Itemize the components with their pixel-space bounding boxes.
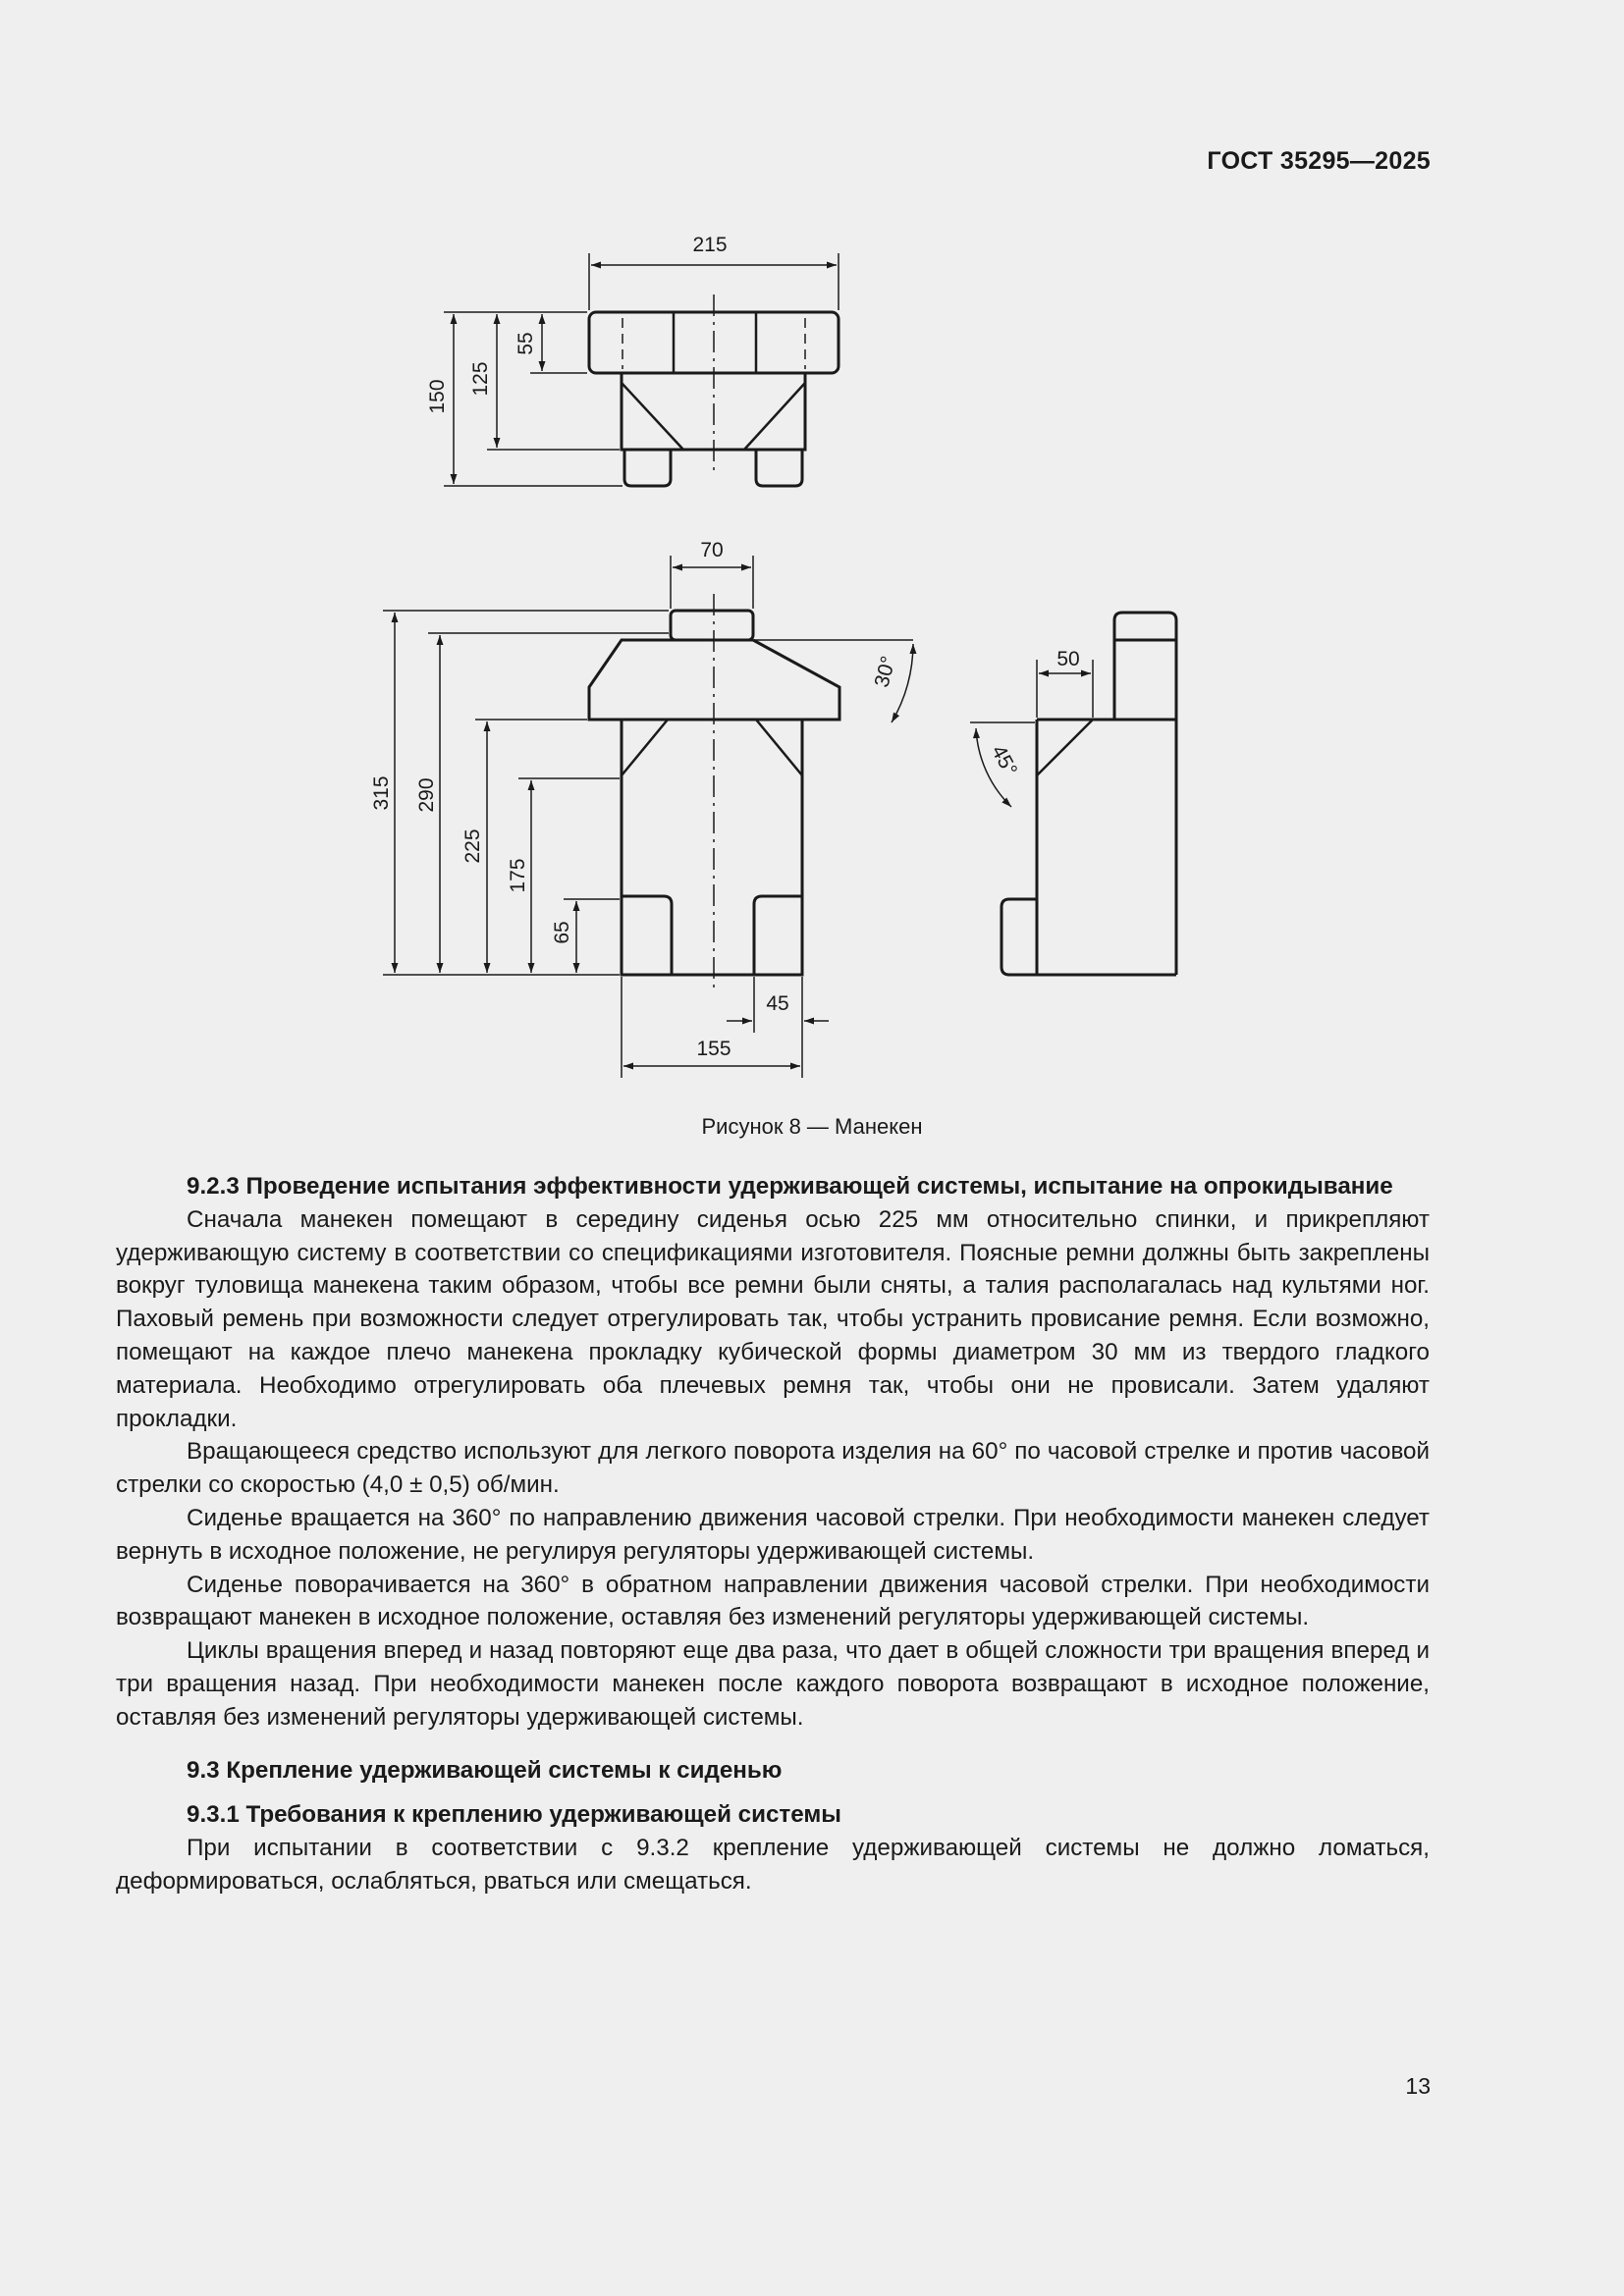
section-9-3-1-paragraph: При испытании в соответствии с 9.3.2 крепление удерживающей системы не должно ломаться, деформироваться, ослабляться, рваться или смещаться. xyxy=(116,1835,1430,1895)
dim-front-45: 45 xyxy=(766,992,789,1015)
angle-30: 30° xyxy=(870,653,900,690)
dim-front-290: 290 xyxy=(415,777,438,813)
dim-front-155: 155 xyxy=(696,1038,731,1060)
figure-caption: Рисунок 8 — Манекен xyxy=(701,1114,923,1139)
section-9-2-3-paragraph: Циклы вращения вперед и назад повторяют еще два раза, что дает в общей сложности три вращения вперед и три вращения назад. При необходимости манекен после каждого поворота возвращают в исходное положение, оставляя без изменений регуляторы удерживающей системы. xyxy=(116,1637,1430,1731)
section-9-2-3-paragraph: Вращающееся средство используют для легкого поворота изделия на 60° по часовой стрелке и против часовой стрелки со скоростью (4,0 ± 0,5) об/мин. xyxy=(116,1438,1430,1499)
page-number: 13 xyxy=(1405,2073,1431,2099)
standard-code: ГОСТ 35295—2025 xyxy=(1207,147,1431,175)
section-9-2-3-paragraph: Сиденье поворачивается на 360° в обратном направлении движения часовой стрелки. При необходимости возвращают манекен в исходное положение, оставляя без изменений регуляторы удерживающей системы. xyxy=(116,1571,1430,1631)
front-view-dimensions xyxy=(383,556,913,1078)
top-view xyxy=(589,294,839,486)
front-view xyxy=(589,594,839,991)
section-9-2-3-paragraph: Сиденье вращается на 360° по направлению движения часовой стрелки. При необходимости манекен следует вернуть в исходное положение, не регулируя регуляторы удерживающей системы. xyxy=(116,1504,1430,1565)
side-view-dimensions xyxy=(970,660,1093,807)
section-9-3-1-title: 9.3.1 Требования к креплению удерживающей системы xyxy=(187,1801,841,1829)
dim-side-50: 50 xyxy=(1056,648,1080,670)
angle-45: 45° xyxy=(987,741,1022,780)
dim-top-width: 215 xyxy=(692,234,728,256)
mannequin-drawing xyxy=(0,0,1624,1109)
dim-top-125: 125 xyxy=(469,361,492,397)
dim-front-70: 70 xyxy=(700,539,724,561)
dim-top-150: 150 xyxy=(426,379,449,414)
dim-front-65: 65 xyxy=(551,921,573,944)
dim-front-225: 225 xyxy=(461,828,484,864)
body-text xyxy=(116,1170,1430,1898)
section-9-2-3-title: 9.2.3 Проведение испытания эффективности удерживающей системы, испытание на опрокидывание xyxy=(187,1173,1393,1200)
dim-front-315: 315 xyxy=(370,775,393,811)
dim-front-175: 175 xyxy=(507,858,529,893)
section-9-3-title: 9.3 Крепление удерживающей системы к сиденью xyxy=(187,1756,783,1784)
side-view xyxy=(1001,613,1176,975)
section-9-2-3-paragraph: Сначала манекен помещают в середину сиденья осью 225 мм относительно спинки, и прикрепляют удерживающую систему в соответствии со спецификациями изготовителя. Поясные ремни должны быть закреплены вокруг туловища манекена таким образом, чтобы все ремни были сняты, а талия располагалась над культями ног. Паховый ремень при возможности следует отрегулировать так, чтобы устранить провисание ремня. Если возможно, помещают на каждое плечо манекена прокладку кубической формы диаметром 30 мм из твердого гладкого материала. Необходимо отрегулировать оба плечевых ремня так, чтобы они не провисали. Затем удаляют прокладки. xyxy=(116,1205,1430,1432)
dim-top-55: 55 xyxy=(514,332,537,355)
